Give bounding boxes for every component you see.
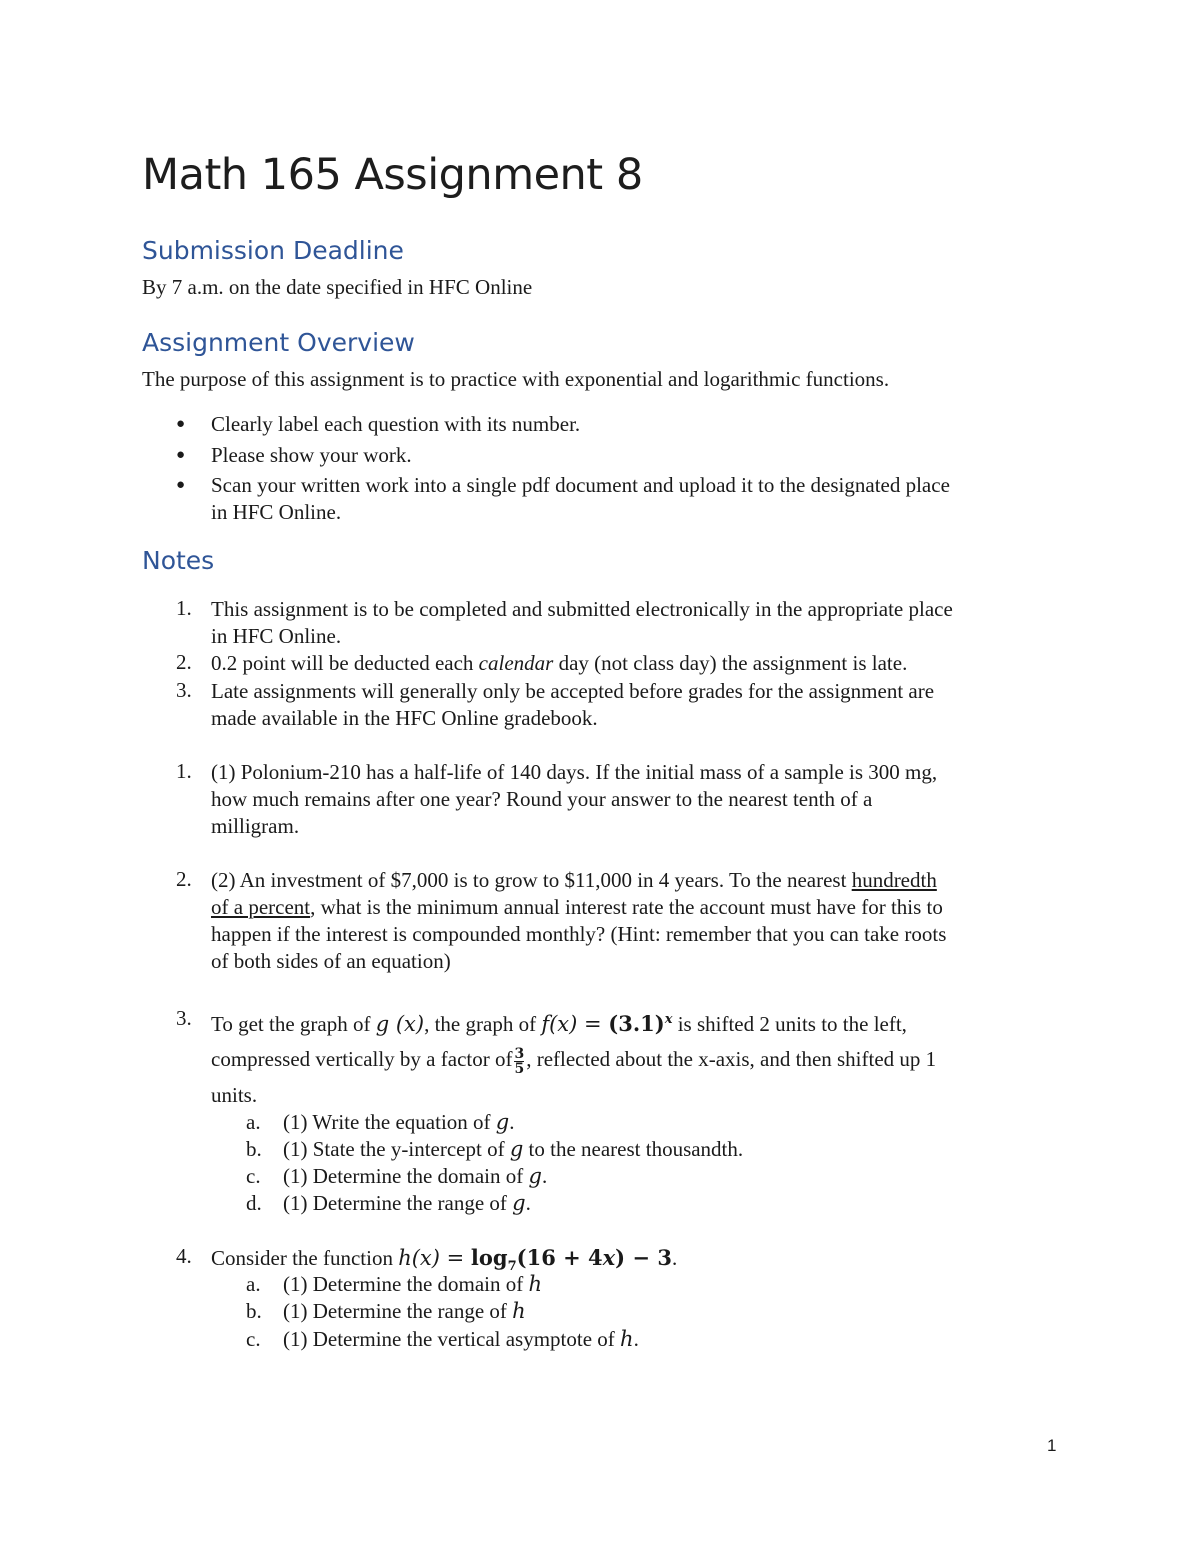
list-number: 1. bbox=[176, 596, 192, 620]
overview-text: The purpose of this assignment is to practice with exponential and logarithmic functions. bbox=[142, 367, 890, 391]
bullet-icon: ● bbox=[176, 447, 186, 463]
bullet-icon: ● bbox=[176, 477, 186, 493]
question-number: 1. bbox=[176, 759, 192, 783]
page-number: 1 bbox=[1047, 1436, 1057, 1455]
list-number: 3. bbox=[176, 678, 192, 702]
sub-letter: b. bbox=[246, 1137, 262, 1161]
sub-question: (1) Determine the domain of g. bbox=[283, 1164, 548, 1188]
bullet-icon: ● bbox=[176, 416, 186, 432]
question-2-text: (2) An investment of $7,000 is to grow to $11,000 in 4 years. To the nearest hundredth bbox=[211, 868, 937, 892]
math-expression: (3.1) bbox=[608, 1011, 665, 1036]
submission-text: By 7 a.m. on the date specified in HFC Online bbox=[142, 275, 533, 299]
fraction-denominator: 5 bbox=[514, 1060, 525, 1077]
overview-bullet: Scan your written work into a single pdf document and upload it to the designated place bbox=[211, 473, 950, 497]
question-number: 3. bbox=[176, 1006, 192, 1030]
note-item: in HFC Online. bbox=[211, 624, 342, 648]
math-expression: f(x) = bbox=[541, 1012, 609, 1036]
overview-bullet-continued: in HFC Online. bbox=[211, 500, 342, 524]
math-expression: h(x) = bbox=[398, 1246, 471, 1270]
sub-question: (1) Determine the range of g. bbox=[283, 1191, 531, 1215]
list-number: 2. bbox=[176, 650, 192, 674]
math-subscript: 7 bbox=[507, 1259, 517, 1275]
question-1-text: (1) Polonium-210 has a half-life of 140 days. If the initial mass of a sample is 300 mg, bbox=[211, 760, 938, 784]
overview-heading: Assignment Overview bbox=[142, 328, 415, 357]
fraction bbox=[514, 1047, 524, 1076]
sub-question: (1) Determine the range of h bbox=[283, 1299, 526, 1323]
underlined-text: of a percent bbox=[211, 895, 311, 919]
sub-letter: c. bbox=[246, 1327, 261, 1351]
emphasis-text: calendar bbox=[478, 651, 554, 675]
sub-letter: a. bbox=[246, 1272, 261, 1296]
math-expression: g (x) bbox=[375, 1012, 425, 1036]
note-item: This assignment is to be completed and submitted electronically in the appropriate place bbox=[211, 597, 953, 621]
sub-question: (1) Determine the vertical asymptote of h. bbox=[283, 1327, 639, 1351]
underlined-text: hundredth bbox=[851, 868, 937, 892]
notes-heading: Notes bbox=[142, 546, 215, 575]
sub-question: (1) Write the equation of g. bbox=[283, 1110, 515, 1134]
question-number: 2. bbox=[176, 867, 192, 891]
question-3-text: To get the graph of g (x), the graph of $f(x) = (3.1)^x$ is shifted 2 units to the left, bbox=[211, 1011, 907, 1036]
overview-bullet: Clearly label each question with its number. bbox=[211, 412, 581, 436]
question-2-text: of both sides of an equation) bbox=[211, 949, 451, 973]
sub-question: (1) Determine the domain of h bbox=[283, 1272, 543, 1296]
sub-letter: d. bbox=[246, 1191, 262, 1215]
fraction-numerator: 3 bbox=[514, 1045, 525, 1062]
question-3-text: compressed vertically by a factor of $\frac{3}{5}$ , reflected about the x-axis, and then shifted up 1 bbox=[211, 1045, 937, 1077]
math-exponent: x bbox=[664, 1012, 673, 1027]
sub-letter: b. bbox=[246, 1299, 262, 1323]
question-4-text: Consider the function $h(x) = \log_7(16 + 4x) - 3$. bbox=[211, 1245, 678, 1275]
question-2-text: happen if the interest is compounded monthly? (Hint: remember that you can take roots bbox=[211, 922, 947, 946]
page-title: Math 165 Assignment 8 bbox=[142, 150, 643, 200]
overview-bullet: Please show your work. bbox=[211, 443, 412, 467]
submission-heading: Submission Deadline bbox=[142, 236, 404, 265]
question-2-text: of a percent, what is the minimum annual interest rate the account must have for this to bbox=[211, 895, 943, 919]
note-item: made available in the HFC Online gradebook. bbox=[211, 706, 598, 730]
question-3-text: units. bbox=[211, 1083, 258, 1107]
sub-letter: a. bbox=[246, 1110, 261, 1134]
question-number: 4. bbox=[176, 1244, 192, 1268]
sub-letter: c. bbox=[246, 1164, 261, 1188]
question-1-text: milligram. bbox=[211, 814, 300, 838]
note-item: 0.2 point will be deducted each calendar day (not class day) the assignment is late. bbox=[211, 651, 908, 675]
question-1-text: how much remains after one year? Round your answer to the nearest tenth of a bbox=[211, 787, 873, 811]
note-item: Late assignments will generally only be accepted before grades for the assignment are bbox=[211, 679, 935, 703]
sub-question: (1) State the y-intercept of g to the nearest thousandth. bbox=[283, 1137, 744, 1161]
math-expression: log bbox=[470, 1245, 508, 1270]
